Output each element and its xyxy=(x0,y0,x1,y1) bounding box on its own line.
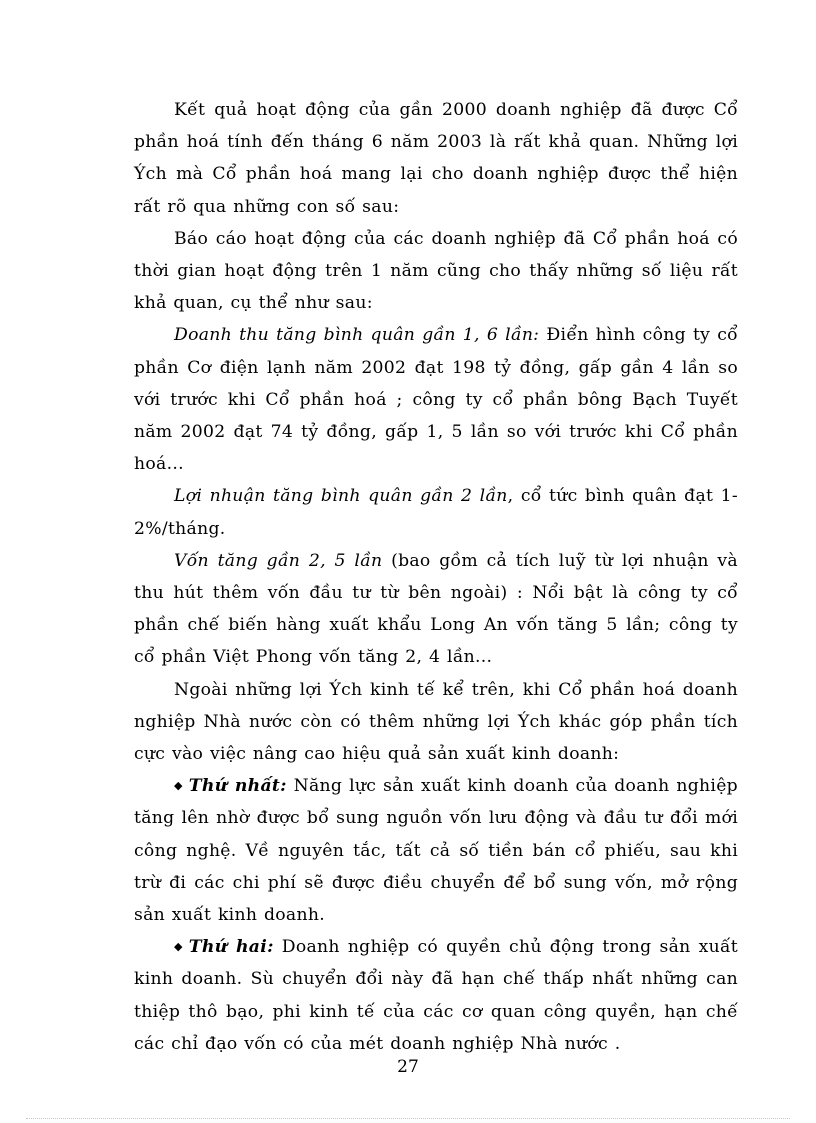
paragraph-lead: Thứ nhất: xyxy=(188,776,287,797)
paragraph-lead: Doanh thu tăng bình quân gần 1, 6 lần: xyxy=(174,325,540,346)
paragraph-report xyxy=(134,223,738,320)
paragraph-lead: Thứ hai: xyxy=(188,937,274,958)
paragraph-lead: Lợi nhuận tăng bình quân gần 2 lần xyxy=(174,486,508,507)
page-bottom-border xyxy=(26,1118,790,1119)
diamond-bullet-icon: ◆ xyxy=(174,779,183,793)
page-number: 27 xyxy=(397,1057,419,1077)
document-body xyxy=(134,94,738,1060)
paragraph-lead: Vốn tăng gần 2, 5 lần xyxy=(174,550,383,571)
paragraph-text: (bao gồm cả tích luỹ từ lợi nhuận và thu hút thêm vốn đầu tư từ bên ngoài) : Nổi bật là công ty cổ phần chế biến hàng xuất khẩu Long An vốn tăng 5 lần; công ty cổ phần Việt Phong vốn tăng 2, 4 lần... xyxy=(134,550,738,668)
paragraph-profit xyxy=(134,480,738,544)
diamond-bullet-icon: ◆ xyxy=(174,940,183,954)
paragraph-text: Ngoài những lợi Ých kinh tế kể trên, khi Cổ phần hoá doanh nghiệp Nhà nước còn có thêm những lợi Ých khác góp phần tích cực vào việc nâng cao hiệu quả sản xuất kinh doanh: xyxy=(134,679,738,765)
paragraph-text: , cổ tức bình quân đạt 1-2%/tháng. xyxy=(134,486,738,539)
paragraph-revenue xyxy=(134,319,738,480)
paragraph-capital xyxy=(134,545,738,674)
paragraph-second-benefit xyxy=(134,931,738,1060)
paragraph-first-benefit xyxy=(134,770,738,931)
paragraph-text: Doanh nghiệp có quyền chủ động trong sản xuất kinh doanh. Sù chuyển đổi này đã hạn chế thấp nhất những can thiệp thô bạo, phi kinh tế của các cơ quan công quyền, hạn chế các chỉ đạo vốn có của mét doanh nghiệp Nhà nước . xyxy=(134,937,738,1054)
paragraph-other-benefits xyxy=(134,674,738,771)
paragraph-intro xyxy=(134,94,738,223)
paragraph-text: Năng lực sản xuất kinh doanh của doanh nghiệp tăng lên nhờ được bổ sung nguồn vốn lưu động và đầu tư đổi mới công nghệ. Về nguyên tắc, tất cả số tiền bán cổ phiếu, sau khi trừ đi các chi phí sẽ được điều chuyển để bổ sung vốn, mở rộng sản xuất kinh doanh. xyxy=(134,776,738,926)
paragraph-text: Điển hình công ty cổ phần Cơ điện lạnh năm 2002 đạt 198 tỷ đồng, gấp gần 4 lần so với trước khi Cổ phần hoá ; công ty cổ phần bông Bạch Tuyết năm 2002 đạt 74 tỷ đồng, gấp 1, 5 lần so với trước khi Cổ phần hoá... xyxy=(134,325,739,475)
paragraph-text: Báo cáo hoạt động của các doanh nghiệp đã Cổ phần hoá có thời gian hoạt động trên 1 năm cũng cho thấy những số liệu rất khả quan, cụ thể như sau: xyxy=(134,228,738,314)
paragraph-text: Kết quả hoạt động của gần 2000 doanh nghiệp đã được Cổ phần hoá tính đến tháng 6 năm 2003 là rất khả quan. Những lợi Ých mà Cổ phần hoá mang lại cho doanh nghiệp được thể hiện rất rõ qua những con số sau: xyxy=(134,100,738,217)
